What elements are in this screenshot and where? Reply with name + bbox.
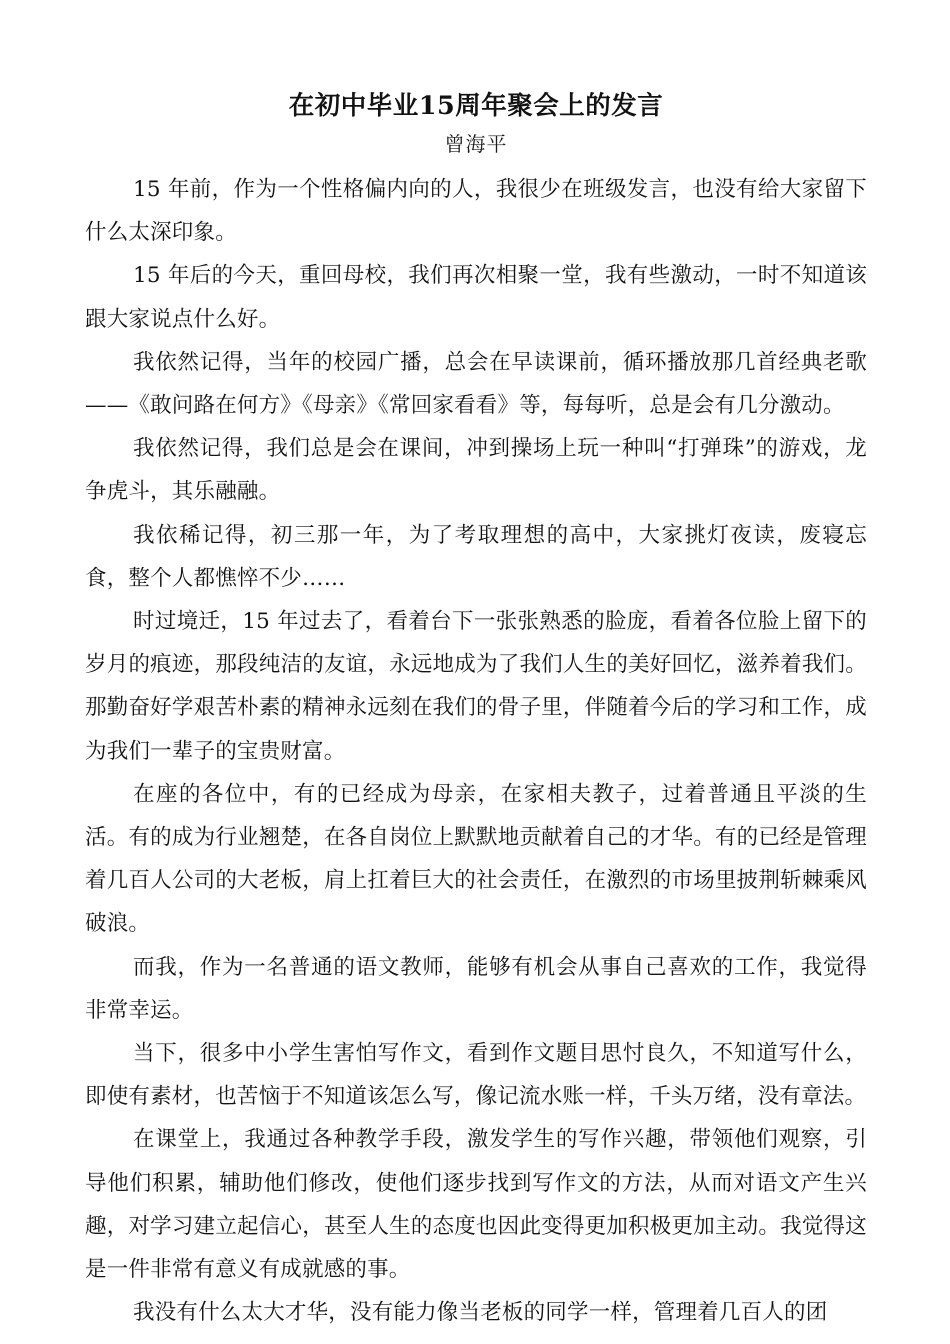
paragraph: 在课堂上，我通过各种教学手段，激发学生的写作兴趣，带领他们观察，引导他们积累，辅助他们修改，使他们逐步找到写作文的方法，从而对语文产生兴趣，对学习建立起信心，甚至人生的态度也因此变得更加积极更加主动。我觉得这是一件非常有意义有成就感的事。 bbox=[85, 1127, 867, 1283]
paragraph: 我依然记得，我们总是会在课间，冲到操场上玩一种叫“打弹珠”的游戏，龙争虎斗，其乐融融。 bbox=[85, 436, 867, 505]
page-title: 在初中毕业15周年聚会上的发言 bbox=[288, 91, 664, 121]
paragraph: 在座的各位中，有的已经成为母亲，在家相夫教子，过着普通且平淡的生活。有的成为行业翘楚，在各自岗位上默默地贡献着自己的才华。有的已经是管理着几百人公司的大老板，肩上扛着巨大的社会责任，在激烈的市场里披荆斩棘乘风破浪。 bbox=[85, 781, 867, 937]
document-body bbox=[85, 86, 867, 1334]
document-author: 曾海平 bbox=[444, 132, 508, 156]
paragraph: 15 年后的今天，重回母校，我们再次相聚一堂，我有些激动，一时不知道该跟大家说点什么好。 bbox=[85, 263, 867, 332]
paragraph: 当下，很多中小学生害怕写作文，看到作文题目思忖良久，不知道写什么，即使有素材，也苦恼于不知道该怎么写，像记流水账一样，千头万绪，没有章法。 bbox=[85, 1041, 867, 1110]
paragraph: 我没有什么太大才华，没有能力像当老板的同学一样，管理着几百人的团 bbox=[133, 1300, 828, 1326]
paragraph: 时过境迁，15 年过去了，看着台下一张张熟悉的脸庞，看着各位脸上留下的岁月的痕迹，那段纯洁的友谊，永远地成为了我们人生的美好回忆，滋养着我们。那勤奋好学艰苦朴素的精神永远刻在我们的骨子里，伴随着今后的学习和工作，成为我们一辈子的宝贵财富。 bbox=[85, 609, 867, 764]
paragraph: 我依然记得，当年的校园广播，总会在早读课前，循环播放那几首经典老歌——《敢问路在何方》《母亲》《常回家看看》等，每每听，总是会有几分激动。 bbox=[85, 349, 867, 419]
paragraph: 我依稀记得，初三那一年，为了考取理想的高中，大家挑灯夜读，废寝忘食，整个人都憔悴不少…… bbox=[85, 522, 867, 591]
paragraph: 15 年前，作为一个性格偏内向的人，我很少在班级发言，也没有给大家留下什么太深印象。 bbox=[85, 177, 867, 246]
paragraph: 而我，作为一名普通的语文教师，能够有机会从事自己喜欢的工作，我觉得非常幸运。 bbox=[85, 954, 867, 1023]
